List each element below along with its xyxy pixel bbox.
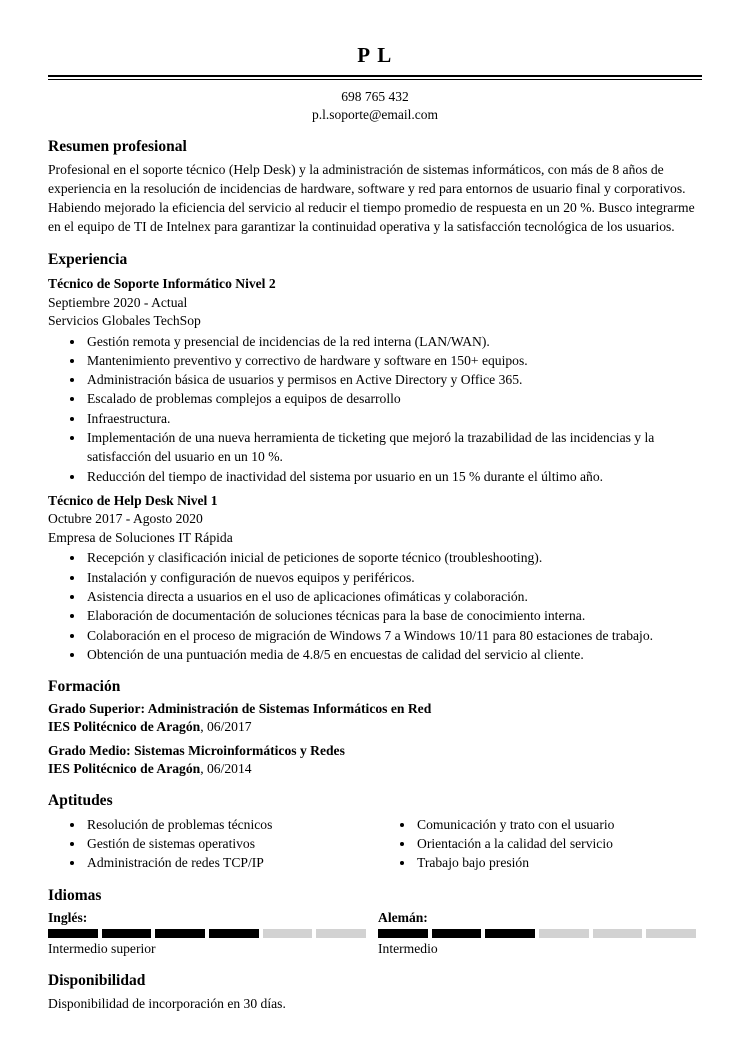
job-bullet-list: [48, 332, 702, 486]
job-bullet: • Infraestructura.: [85, 409, 702, 428]
section-title-languages: Idiomas: [48, 886, 102, 904]
contact-phone: 698 765 432: [341, 89, 409, 105]
education-degree: Grado Superior: Administración de Sistemas Informáticos en Red: [48, 700, 432, 716]
skill-item: • Administración de redes TCP/IP: [85, 853, 375, 872]
skills-list-left: [48, 815, 375, 873]
section-education: [48, 677, 702, 778]
job-bullet: • Reducción del tiempo de inactividad del sistema por usuario en un 15 % durante el último año.: [85, 467, 702, 486]
level-segment-filled: [485, 929, 535, 938]
job-bullet: • Asistencia directa a usuarios en el uso de aplicaciones ofimáticas y colaboración.: [85, 587, 702, 606]
languages-columns: [48, 908, 702, 958]
level-segment-empty: [539, 929, 589, 938]
job-position: Técnico de Help Desk Nivel 1: [48, 492, 218, 508]
job-bullet: • Obtención de una puntuación media de 4.8/5 en encuestas de calidad del servicio al cliente.: [85, 645, 702, 664]
section-experience: [48, 250, 702, 664]
level-segment-empty: [316, 929, 366, 938]
section-availability: [48, 971, 702, 1013]
header-divider: [48, 75, 702, 80]
language-level-text: Intermedio superior: [48, 941, 156, 957]
skill-item: • Orientación a la calidad del servicio: [415, 834, 702, 853]
job-bullet: • Implementación de una nueva herramienta de ticketing que mejoró la trazabilidad de las incidencias y la satisfacción del usuario en un 10 %.: [85, 428, 702, 467]
job-company: Empresa de Soluciones IT Rápida: [48, 529, 233, 545]
education-date: , 06/2017: [200, 719, 252, 735]
level-segment-filled: [432, 929, 482, 938]
level-segment-filled: [378, 929, 428, 938]
skill-item: • Trabajo bajo presión: [415, 853, 702, 872]
language-entry-german: [375, 908, 702, 958]
job-entry: [48, 492, 702, 664]
education-school: IES Politécnico de Aragón: [48, 760, 201, 776]
level-segment-filled: [155, 929, 205, 938]
job-dates: Octubre 2017 - Agosto 2020: [48, 511, 203, 527]
level-segment-empty: [263, 929, 313, 938]
job-bullet: • Gestión remota y presencial de incidencias de la red interna (LAN/WAN).: [85, 332, 702, 351]
education-school: IES Politécnico de Aragón: [48, 719, 201, 735]
section-title-summary: Resumen profesional: [48, 138, 187, 156]
section-title-skills: Aptitudes: [48, 792, 113, 810]
section-title-education: Formación: [48, 678, 121, 696]
level-segment-empty: [593, 929, 643, 938]
language-label: Alemán:: [378, 910, 428, 926]
job-entry: [48, 275, 702, 486]
job-bullet: • Administración básica de usuarios y permisos en Active Directory y Office 365.: [85, 370, 702, 389]
section-skills: [48, 791, 702, 872]
candidate-name: P L: [357, 43, 393, 67]
section-title-experience: Experiencia: [48, 250, 128, 268]
language-entry-english: [48, 908, 375, 958]
resume-content: [48, 42, 702, 1013]
contact-email: p.l.soporte@email.com: [311, 107, 439, 123]
job-bullet-list: [48, 548, 702, 664]
resume-header: [48, 42, 702, 124]
education-entry: [48, 700, 702, 737]
job-bullet: • Mantenimiento preventivo y correctivo de hardware y software en 150+ equipos.: [85, 351, 702, 370]
job-bullet: • Elaboración de documentación de soluciones técnicas para la base de conocimiento interna.: [85, 606, 702, 625]
level-segment-filled: [48, 929, 98, 938]
job-bullet: • Recepción y clasificación inicial de peticiones de soporte técnico (troubleshooting).: [85, 548, 702, 567]
education-degree-line: [48, 700, 702, 718]
language-label: Inglés:: [48, 910, 88, 926]
language-level-text: Intermedio: [378, 941, 438, 957]
skills-columns: [48, 814, 702, 873]
level-segment-filled: [102, 929, 152, 938]
language-level-bar: [378, 929, 696, 938]
skill-item: • Comunicación y trato con el usuario: [415, 815, 702, 834]
skills-column-left: [48, 814, 375, 873]
language-level-bar: [48, 929, 366, 938]
section-summary: [48, 137, 702, 237]
education-entry: [48, 742, 702, 779]
section-languages: [48, 886, 702, 958]
education-degree: Grado Medio: Sistemas Microinformáticos y Redes: [48, 742, 345, 758]
job-bullet: • Colaboración en el proceso de migración de Windows 7 a Windows 10/11 para 80 estaciones de trabajo.: [85, 626, 702, 645]
summary-text: Profesional en el soporte técnico (Help Desk) y la administración de sistemas informáticos, con más de 8 años de experiencia en la resolución de incidencias de hardware, software y red para entornos de usuario final y corporativos. Habiendo mejorado la eficiencia del servicio al reducir el tiempo promedio de respuesta en un 20 %. Busco integrarme en el equipo de TI de Intelnex para garantizar la continuidad operativa y la satisfacción tecnológica de los usuarios.: [48, 161, 695, 235]
education-degree-line: [48, 742, 702, 760]
skill-item: • Resolución de problemas técnicos: [85, 815, 375, 834]
job-bullet: • Instalación y configuración de nuevos equipos y periféricos.: [85, 568, 702, 587]
section-title-availability: Disponibilidad: [48, 972, 146, 990]
availability-text: Disponibilidad de incorporación en 30 días.: [48, 995, 286, 1011]
education-date: , 06/2014: [200, 760, 252, 776]
skill-item: • Gestión de sistemas operativos: [85, 834, 375, 853]
level-segment-filled: [209, 929, 259, 938]
job-company: Servicios Globales TechSop: [48, 313, 201, 329]
divider-thin-line: [48, 79, 702, 80]
job-dates: Septiembre 2020 - Actual: [48, 294, 188, 310]
skills-column-right: [375, 814, 702, 873]
job-position: Técnico de Soporte Informático Nivel 2: [48, 276, 276, 292]
education-school-line: [48, 718, 702, 736]
education-school-line: [48, 760, 702, 778]
job-bullet: • Escalado de problemas complejos a equipos de desarrollo: [85, 389, 702, 408]
level-segment-empty: [646, 929, 696, 938]
skills-list-right: [378, 815, 702, 873]
